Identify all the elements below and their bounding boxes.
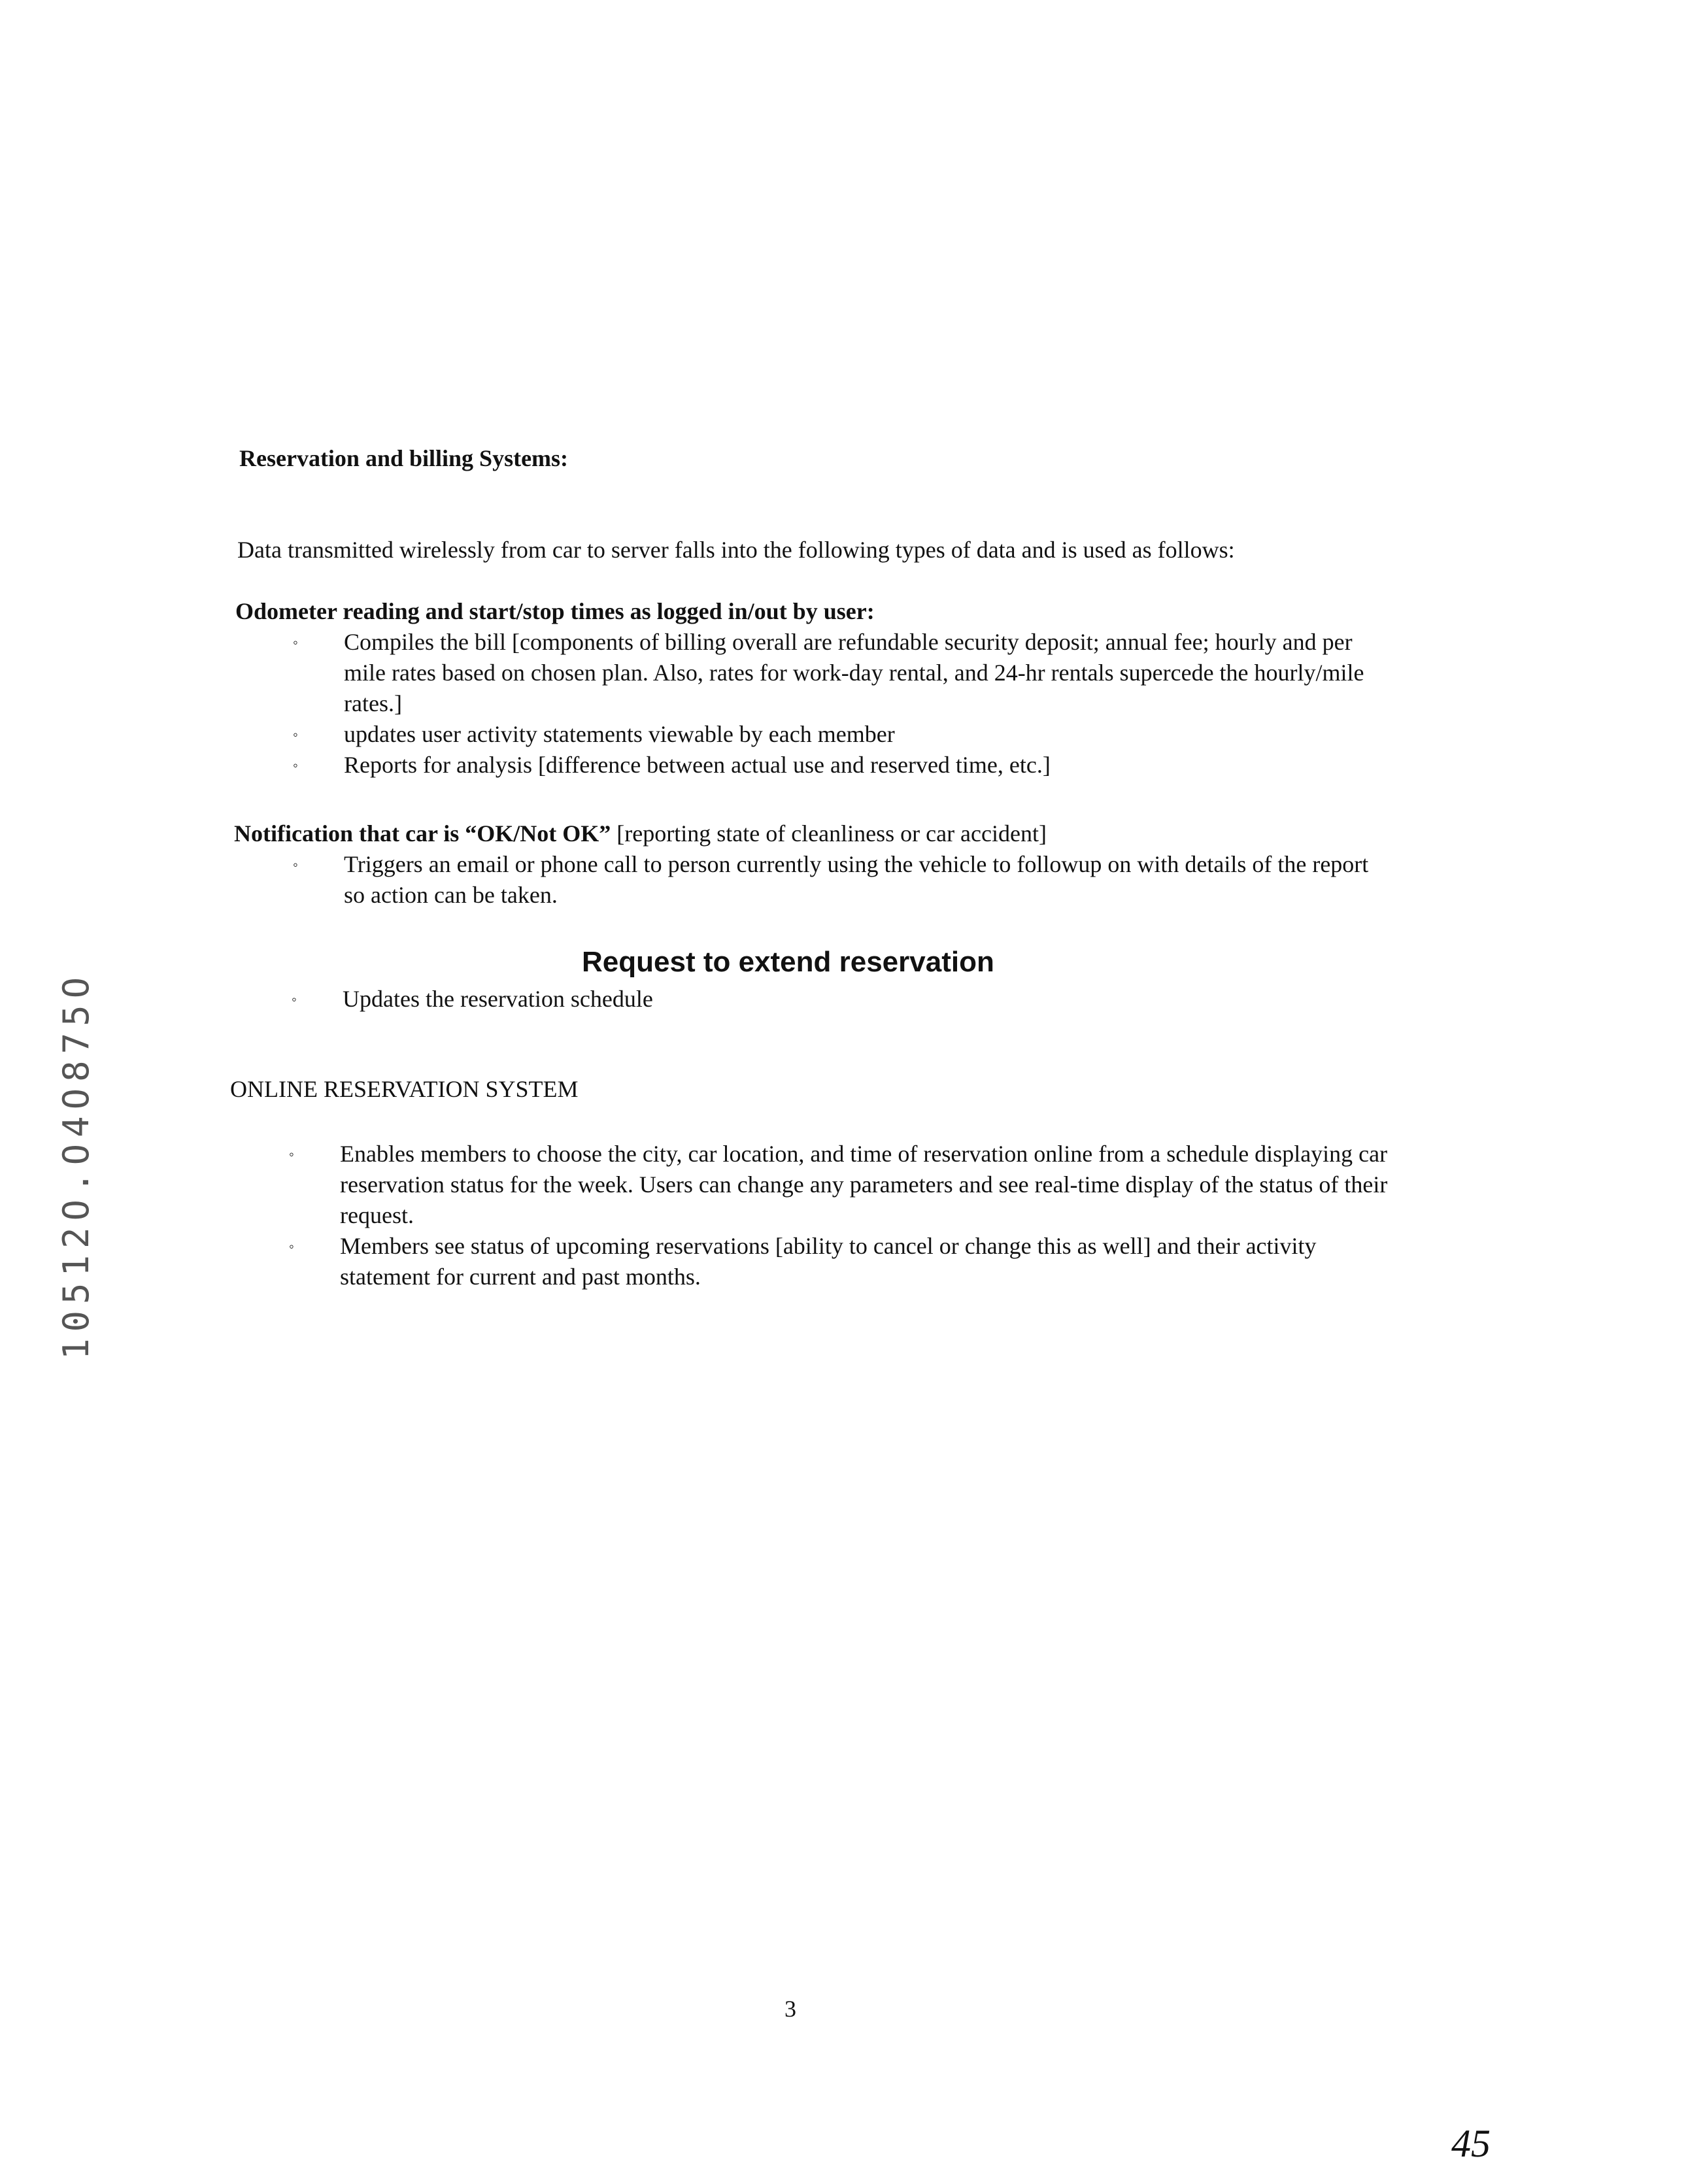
list-item: ◦ Members see status of upcoming reservations [ability to cancel or change this as well] and their activity statement for current and past months. <box>289 1231 1400 1292</box>
online-title: ONLINE RESERVATION SYSTEM <box>230 1074 578 1105</box>
notification-section <box>234 818 1385 911</box>
intro-paragraph: Data transmitted wirelessly from car to server falls into the following types of data and is used as follows: <box>237 535 1414 565</box>
handwritten-page-number: 45 <box>1451 2121 1491 2166</box>
page-number: 3 <box>784 1994 796 2024</box>
list-item: ◦ Triggers an email or phone call to person currently using the vehicle to followup on with details of the report so action can be taken. <box>293 849 1385 911</box>
bullet-icon: ◦ <box>293 849 298 880</box>
list-item: ◦ Enables members to choose the city, car location, and time of reservation online from a schedule displaying car reservation status for the week. Users can change any parameters and see real-time display of the status of their request. <box>289 1139 1400 1231</box>
bullet-icon: ◦ <box>289 1139 294 1169</box>
bullet-icon: ◦ <box>293 750 298 781</box>
bullet-icon: ◦ <box>292 984 297 1015</box>
side-stamp: 10512O.O4O875O <box>56 971 97 1360</box>
bullet-icon: ◦ <box>289 1231 294 1262</box>
section-heading: Reservation and billing Systems: <box>239 443 568 474</box>
list-item: ◦ Compiles the bill [components of billing overall are refundable security deposit; annual fee; hourly and per mile rates based on chosen plan. Also, rates for work-day rental, and 24-hr rentals supercede the hourly/mile rates.] <box>293 627 1386 719</box>
extend-list <box>292 984 1403 1015</box>
extend-title: Request to extend reservation <box>582 944 994 981</box>
online-list <box>289 1139 1400 1292</box>
notification-list <box>293 849 1385 911</box>
list-item: ◦ Reports for analysis [difference between actual use and reserved time, etc.] <box>293 750 1386 781</box>
odometer-title: Odometer reading and start/stop times as logged in/out by user: <box>235 596 1386 627</box>
notification-title: Notification that car is “OK/Not OK” <box>234 820 611 847</box>
notification-subtitle: [reporting state of cleanliness or car accident] <box>611 820 1047 847</box>
list-item: ◦ updates user activity statements viewable by each member <box>293 719 1386 750</box>
list-item: ◦ Updates the reservation schedule <box>292 984 1403 1015</box>
odometer-section <box>235 596 1386 781</box>
bullet-icon: ◦ <box>293 627 298 658</box>
bullet-icon: ◦ <box>293 719 298 750</box>
odometer-list <box>293 627 1386 781</box>
